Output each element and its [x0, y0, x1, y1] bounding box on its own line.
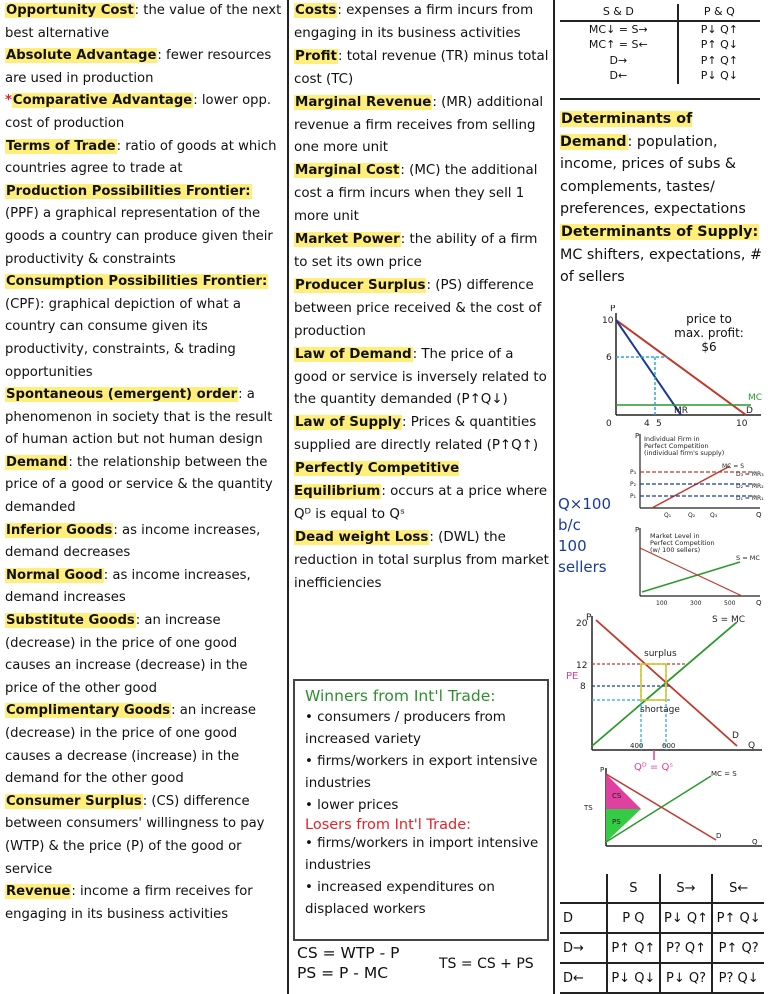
chart2-p2: P₂ — [630, 481, 637, 488]
market-level-chart — [630, 526, 768, 608]
definition-text: : a phenomenon in society that is the result of human action but not human design — [5, 387, 273, 448]
shift2-cell: P? Q↑ — [660, 933, 713, 963]
chart5-mc: MC = S — [711, 770, 737, 778]
winners-title: Winners from Int'l Trade: — [305, 687, 496, 705]
shift2-header: S→ — [660, 874, 713, 903]
shift-cell: MC↑ = S← — [560, 37, 678, 53]
chart3-title-line: Market Level in — [650, 532, 700, 540]
definition-entry — [289, 412, 553, 458]
definition-text: : (CS) difference between consumers' willingness to pay (WTP) & the price (P) of the good or service — [5, 793, 265, 877]
star-mark: * — [5, 93, 12, 109]
trade-box — [293, 679, 549, 941]
chart5-q: Q — [752, 838, 758, 846]
definition-term: Dead weight Loss — [295, 529, 429, 545]
chart2-p3: P₃ — [630, 469, 637, 476]
shift-cell: D← — [560, 68, 678, 84]
definition-text: : as income increases, demand decreases — [5, 522, 261, 561]
definition-entry — [289, 160, 553, 229]
definition-term: Law of Demand — [295, 346, 412, 362]
chart1-x5: 5 — [656, 419, 662, 429]
supply-determinants-term: Determinants of Supply: — [561, 223, 759, 240]
shift2-cell: P↑ Q↓ — [712, 903, 764, 933]
definition-term: Inferior Goods — [6, 522, 113, 538]
chart3-title-line: Perfect Competition — [650, 539, 715, 547]
chart1-mc: MC — [748, 393, 763, 403]
profit-annotation: price to max. profit: $6 — [674, 312, 744, 354]
chart2-p1: P₁ — [630, 493, 637, 500]
definition-text: : an increase (decrease) in the price of one good causes an increase (decrease) in the price of the other good — [5, 613, 248, 696]
definition-entry — [289, 46, 553, 92]
chart5-ts: TS — [584, 804, 593, 812]
shift2-header: S← — [712, 874, 764, 903]
definition-entry — [0, 791, 287, 881]
definition-entry — [0, 384, 287, 452]
definition-entry — [289, 527, 553, 596]
shift2-cell: P↓ Q↓ — [607, 963, 660, 993]
shift2-header: S — [607, 874, 660, 903]
chart4-s: S = MC — [712, 615, 746, 625]
losers-title: Losers from Int'l Trade: — [305, 817, 472, 833]
chart2-title-line: Perfect Competition — [644, 442, 709, 450]
definition-text: : the ability of a firm to set its own price — [294, 232, 538, 270]
definition-entry — [289, 344, 553, 413]
definition-term: Marginal Cost — [295, 163, 400, 179]
definition-term: Market Power — [295, 232, 400, 248]
definition-text: : the value of the next best alternative — [5, 3, 282, 41]
definition-text: (CPF): graphical depiction of what a country can consume given its productivity, constraints, & trading opportunities — [5, 296, 241, 380]
definition-term: Profit — [295, 48, 337, 64]
definition-entry — [0, 181, 287, 271]
chart4-y8: 8 — [580, 682, 586, 692]
chart4-pe: PE — [566, 671, 579, 682]
determinants — [556, 108, 768, 289]
trade-bullet: • lower prices — [305, 798, 399, 813]
definition-entry — [289, 229, 553, 275]
chart1-x4: 4 — [644, 419, 650, 429]
sellers-note-line: 100 — [558, 537, 587, 555]
shift2-cell: D — [560, 903, 607, 933]
shift-cell: P↓ Q↓ — [700, 69, 738, 82]
chart3-q: Q — [756, 599, 762, 607]
trade-bullet: • increased expenditures on displaced workers — [305, 880, 495, 917]
shift2-cell: P↓ Q? — [660, 963, 713, 993]
definition-entry — [0, 565, 287, 610]
definition-entry — [289, 0, 553, 46]
definition-text: : expenses a firm incurs from engaging in its business activities — [294, 3, 534, 41]
supply-determinants-text: MC shifters, expectations, # of sellers — [560, 246, 762, 286]
ps-formula: PS = P - MC — [297, 964, 389, 982]
definition-entry — [0, 271, 287, 384]
column-2 — [289, 0, 553, 994]
chart5-ps: PS — [612, 818, 621, 826]
chart5-d: D — [716, 832, 722, 840]
sellers-note-line: b/c — [558, 516, 581, 534]
chart2-title-line: (individual firm's supply) — [644, 449, 725, 457]
definition-text: : ratio of goods at which countries agree to trade at — [5, 138, 277, 177]
trade-bullet: • consumers / producers from increased variety — [305, 710, 506, 747]
shift2-cell: P↓ Q↑ — [660, 903, 713, 933]
definition-text: : (PS) difference between price received & the cost of production — [294, 277, 542, 339]
divider — [560, 98, 760, 100]
chart4-x600: 600 — [662, 742, 676, 750]
individual-firm-chart — [630, 432, 768, 524]
sellers-note-line: sellers — [558, 558, 607, 576]
chart1-x10: 10 — [736, 419, 748, 429]
definition-term: Comparative Advantage — [12, 93, 193, 109]
chart2-q3: Q₃ — [710, 512, 718, 519]
shift-cell: P↑ Q↑ — [700, 53, 738, 67]
shift-header-sd: S & D — [560, 4, 678, 21]
column-divider-2 — [553, 0, 555, 994]
definition-text: : (DWL) the reduction in total surplus from market inefficiencies — [294, 529, 549, 591]
shift-table-top — [560, 4, 760, 84]
chart4-d: D — [732, 731, 739, 741]
definition-term: Demand — [6, 454, 68, 470]
definition-text: (PPF) a graphical representation of the goods a country can produce given their productivity & constraints — [5, 206, 273, 267]
definition-entry — [289, 92, 553, 161]
chart2-q2: Q₂ — [688, 512, 696, 519]
definition-entry — [0, 90, 287, 135]
chart2-d1: D₁ = MR₁ — [736, 495, 764, 502]
column-3 — [556, 0, 768, 994]
definition-term: Marginal Revenue — [295, 94, 432, 110]
surplus-chart — [576, 764, 766, 854]
definition-text: : lower opp. cost of production — [5, 93, 272, 131]
ts-formula: TS = CS + PS — [439, 956, 534, 972]
definition-term: Producer Surplus — [295, 277, 426, 293]
definition-entry — [0, 881, 287, 926]
chart2-q: Q — [756, 511, 762, 519]
definition-entry — [289, 458, 553, 527]
shift2-cell: D→ — [560, 933, 607, 963]
chart4-p: P — [586, 613, 592, 623]
chart4-eq: Qᴰ = Qˢ — [634, 762, 674, 773]
chart3-x100: 100 — [656, 600, 668, 607]
definition-text: : total revenue (TR) minus total cost (TC) — [294, 48, 549, 87]
chart1-p-label: P — [610, 305, 616, 314]
definition-term: Consumer Surplus — [6, 793, 142, 809]
shift-header-pq: P & Q — [678, 4, 760, 21]
shift-table-bottom — [560, 874, 764, 994]
chart2-d2: D₂ = MR₂ — [736, 483, 764, 490]
shift2-cell: P Q — [607, 903, 660, 933]
chart2-p: P — [635, 432, 640, 440]
definition-entry — [0, 452, 287, 520]
definition-term: Spontaneous (emergent) order — [6, 387, 238, 403]
chart4-y20: 20 — [576, 619, 588, 629]
chart2-mc: MC = S — [722, 463, 745, 470]
definition-term: Costs — [295, 3, 337, 18]
shift2-cell: P↑ Q? — [712, 933, 764, 963]
chart2-q1: Q₁ — [664, 512, 672, 519]
definition-entry — [0, 520, 287, 565]
chart1-d: D — [746, 406, 753, 416]
definition-term: Complimentary Goods — [6, 703, 171, 719]
definition-entry — [0, 45, 287, 90]
chart1-y6: 6 — [606, 353, 612, 363]
chart3-x300: 300 — [690, 600, 702, 607]
shift2-cell: P? Q↓ — [712, 963, 764, 993]
demand-determinants-text: : population, income, prices of subs & complements, tastes/ preferences, expectations — [560, 133, 746, 218]
definition-entry — [0, 700, 287, 790]
chart4-q: Q — [748, 741, 756, 751]
definition-text: : (MC) the additional cost a firm incurs when they sell 1 more unit — [294, 163, 538, 225]
shift2-cell: D← — [560, 963, 607, 993]
definition-text: : an increase (decrease) in the price of one good causes a decrease (increase) in the demand for the other good — [5, 703, 257, 787]
sellers-note-line: Q×100 — [558, 495, 612, 513]
definition-term: Production Possibilities Frontier: — [6, 183, 251, 199]
column-1 — [0, 0, 287, 994]
cs-formula: CS = WTP - P — [297, 944, 400, 962]
chart5-cs: CS — [612, 792, 622, 800]
shift-cell: P↓ Q↑ — [700, 22, 738, 36]
chart2-d3: D₃ = MR₃ — [736, 471, 764, 478]
definition-text: : Prices & quantities supplied are directly related (P↑Q↑) — [294, 415, 539, 454]
chart1-mr: MR — [674, 406, 689, 416]
definition-text: : as income increases, demand increases — [5, 567, 251, 606]
definition-term: Normal Good — [6, 567, 103, 583]
definition-text: : occurs at a price where Qᴰ is equal to Qˢ — [294, 484, 548, 522]
shift2-cell: P↑ Q↑ — [607, 933, 660, 963]
definition-entry — [289, 275, 553, 344]
demand-determinants — [556, 108, 768, 221]
shift2-header — [560, 874, 607, 903]
definition-text: : The price of a good or service is inversely related to the quantity demanded (P↑Q↓) — [294, 346, 547, 408]
chart4-x400: 400 — [630, 742, 644, 750]
chart4-y12: 12 — [576, 661, 588, 671]
trade-bullet: • firms/workers in export intensive industries — [305, 754, 538, 791]
definition-text: : (MR) additional revenue a firm receives from selling one more unit — [294, 94, 544, 156]
supply-determinants — [556, 221, 768, 289]
shift-cell: D→ — [560, 53, 678, 69]
shift-cell: P↑ Q↓ — [700, 38, 738, 51]
shift-cell: MC↓ = S→ — [560, 21, 678, 38]
chart3-p: P — [635, 526, 640, 534]
chart1-y10: 10 — [602, 316, 614, 326]
chart4-surplus: surplus — [644, 649, 677, 659]
chart3-x500: 500 — [724, 600, 736, 607]
definition-text: : income a firm receives for engaging in its business activities — [5, 884, 253, 922]
chart3-title-line: (w/ 100 sellers) — [650, 546, 701, 554]
definition-term: Absolute Advantage — [6, 48, 157, 64]
definition-term: Consumption Possibilities Frontier: — [6, 274, 268, 290]
chart4-shortage: shortage — [640, 705, 680, 715]
chart2-title-line: Individual Firm in — [644, 435, 700, 443]
definition-term: Law of Supply — [295, 415, 401, 431]
definition-entry — [0, 0, 287, 45]
equilibrium-chart — [562, 612, 766, 774]
definition-term: Opportunity Cost — [6, 3, 134, 18]
demand-determinants-term: Determinants of Demand — [560, 111, 693, 150]
chart1-x0: 0 — [606, 419, 612, 429]
definition-text: : fewer resources are used in production — [5, 48, 272, 86]
definition-term: Terms of Trade — [6, 138, 116, 154]
definition-term: Revenue — [6, 884, 71, 900]
definition-entry — [0, 610, 287, 700]
definition-term: Substitute Goods — [6, 613, 135, 629]
sellers-note — [558, 494, 611, 578]
definition-text: : the relationship between the price of a good or service & the quantity demanded — [5, 454, 273, 516]
chart3-s: S = MC — [736, 554, 760, 562]
chart5-p: P — [600, 766, 605, 774]
trade-bullet: • firms/workers in import intensive industries — [305, 836, 539, 873]
definition-entry — [0, 136, 287, 181]
definition-term: Perfectly Competitive Equilibrium — [294, 461, 460, 500]
